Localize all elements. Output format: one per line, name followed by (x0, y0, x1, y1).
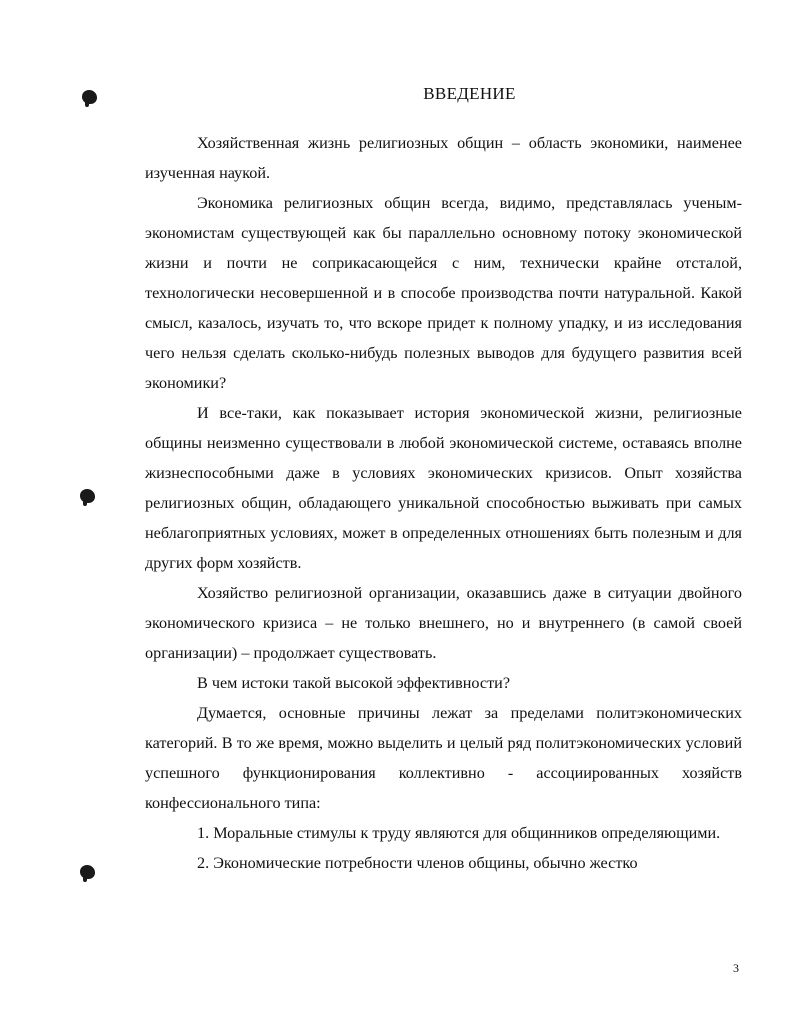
punch-hole-mark-middle (80, 489, 95, 503)
paragraph-4: Хозяйство религиозной организации, оказавшись даже в ситуации двойного экономического кризиса – не только внешнего, но и внутреннего (в самой своей организации) – продолжает существовать. (145, 584, 742, 662)
list-item-1: 1. Моральные стимулы к труду являются для общинников определяющими. (197, 824, 721, 842)
paragraph-6: Думается, основные причины лежат за пределами политэкономических категорий. В то же время, можно выделить и целый ряд политэкономических условий успешного функционирования коллективно - ассоциированных хозяйств конфессионального типа: (145, 704, 742, 812)
punch-hole-mark-bottom (80, 865, 95, 879)
page-title: ВВЕДЕНИЕ (423, 84, 516, 103)
list-item-2: 2. Экономические потребности членов общины, обычно жестко (197, 854, 638, 872)
body-text (145, 128, 742, 878)
page-number: 3 (733, 961, 739, 975)
paragraph-5: В чем истоки такой высокой эффективности? (197, 674, 510, 692)
paragraph-1: Хозяйственная жизнь религиозных общин – область экономики, наименее изученная наукой. (145, 134, 742, 182)
paragraph-2: Экономика религиозных общин всегда, видимо, представлялась ученым-экономистам существующей как бы параллельно основному потоку экономической жизни и почти не соприкасающейся с ним, технически крайне отсталой, технологически несовершенной и в способе производства почти натуральной. Какой смысл, казалось, изучать то, что вскоре придет к полному упадку, и из исследования чего нельзя сделать сколько-нибудь полезных выводов для будущего развития всей экономики? (145, 194, 742, 392)
paragraph-3: И все-таки, как показывает история экономической жизни, религиозные общины неизменно существовали в любой экономической системе, оставаясь вполне жизнеспособными даже в условиях экономических кризисов. Опыт хозяйства религиозных общин, обладающего уникальной способностью выживать при самых неблагоприятных условиях, может в определенных отношениях быть полезным и для других форм хозяйств. (145, 404, 742, 572)
